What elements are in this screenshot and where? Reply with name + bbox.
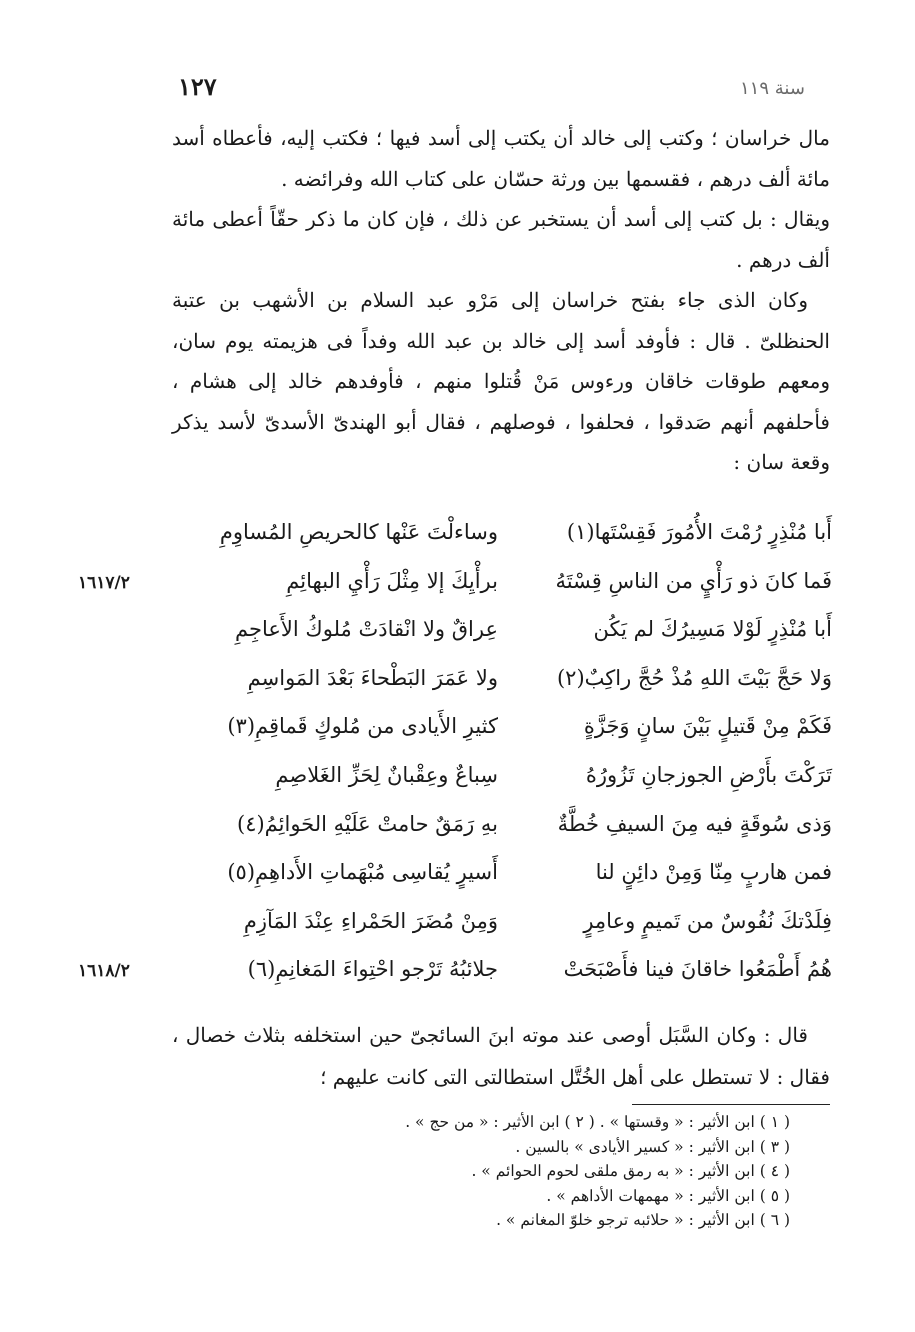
verse-8	[168, 856, 832, 905]
verse-3	[168, 613, 832, 662]
prose-paragraph-3: وكان الذى جاء بفتح خراسان إلى مَرْو عبد السلام بن الأشهب بن عتبة الحنظلىّ . قال : فأوفد أسد إلى خالد بن عبد الله وفداً فى هزيمته يوم سان، ومعهم طوقات خاقان ورءوس مَنْ قُتلوا منهم ، فأوفدهم خالد إلى هشام ، فأحلفهم أنهم صَدقوا ، فحلفوا ، فوصلهم ، فقال أبو الهندىّ الأسدىّ لأسد يذكر وقعة سان :	[172, 288, 830, 474]
footnote-4: ( ٤ ) ابن الأثير : « به رمق ملقى لحوم الحوائم » .	[471, 1162, 790, 1181]
verse-7	[168, 808, 832, 857]
verse-right-hemistich: فَما كانَ ذو رَأْيٍ من الناسِ قِسْتَهُ	[555, 568, 832, 593]
footnote-3: ( ٣ ) ابن الأثير : « كسير الأيادى » بالسين .	[515, 1137, 790, 1156]
verse-right-hemistich: تَرَكْتَ بأَرْضِ الجوزجانِ تَزُورُهُ	[585, 762, 832, 787]
footnotes	[250, 1110, 790, 1233]
verse-right-hemistich: أَبا مُنْذِرٍ رُمْتَ الأُمُورَ فَقِسْتَها(١)	[566, 520, 832, 544]
verse-left-hemistich: كثيرِ الأَيادى من مُلوكٍ قَماقِمِ(٣)	[227, 714, 498, 739]
prose-paragraph-4: قال : وكان السَّبَل أوصى عند موته ابنَ السائجىّ حين استخلفه بثلاث خصال ، فقال : لا تستطل على أهل الخُتَّل استطالتى التى كانت عليهم ؛	[172, 1023, 830, 1089]
verse-right-hemistich: فَكَمْ مِنْ قَتيلٍ بَيْنَ سانٍ وَجَزَّةٍ	[583, 714, 832, 739]
verse-right-hemistich: وَذى سُوقَةٍ فيه مِنَ السيفِ خُطَّةٌ	[557, 811, 832, 836]
verse-right-hemistich: أَبا مُنْذِرٍ لَوْلا مَسِيرُكَ لم يَكُن	[593, 617, 832, 642]
prose-paragraph-1: مال خراسان ؛ وكتب إلى خالد أن يكتب إلى أسد فيها ؛ فكتب إليه، فأعطاه أسد مائة ألف درهم ، فقسمها بين ورثة حسّان على كتاب الله وفرائضه .	[172, 126, 830, 191]
verse-9	[168, 905, 832, 954]
page-number: ١٢٧	[178, 72, 217, 101]
verse-left-hemistich: برأْيِكَ إلا مِثْلَ رَأْيِ البهائِمِ	[286, 568, 498, 593]
footnote-5: ( ٥ ) ابن الأثير : « مهمهات الأداهم » .	[546, 1186, 790, 1205]
running-header-year: سنة ١١٩	[740, 78, 805, 99]
verse-left-hemistich: أَسيرٍ يُقاسِى مُبْهَماتِ الأَداهِمِ(٥)	[227, 860, 498, 885]
verse-right-hemistich: فِلَدْتكَ نُفُوسٌ من تَميمٍ وعامِرٍ	[583, 908, 832, 933]
verse-right-hemistich: هُمُ أَطْمَعُوا خاقانَ فينا فأَصْبَحَتْ	[563, 957, 832, 982]
verse-left-hemistich: وَمِنْ مُضَرَ الحَمْراءِ عِنْدَ المَآزِمِ	[243, 908, 498, 933]
verse-5	[168, 710, 832, 759]
verse-left-hemistich: سِباعٌ وعِقْبانٌ لِحَزِّ الغَلاصِمِ	[275, 762, 498, 787]
verse-left-hemistich: ولا عَمَرَ البَطْحاءَ بَعْدَ المَواسِمِ	[247, 665, 498, 690]
verse-left-hemistich: وساءلْتَ عَنْها كالحريصِ المُساوِمِ	[219, 520, 498, 544]
verse-1	[168, 516, 832, 565]
verse-4	[168, 662, 832, 711]
prose-after	[172, 1014, 830, 1098]
verse-6	[168, 759, 832, 808]
prose-top	[172, 118, 830, 483]
prose-paragraph-2: ويقال : بل كتب إلى أسد أن يستخبر عن ذلك ، فإن كان ما ذكر حقّاً أعطى مائة ألف درهم .	[172, 207, 831, 272]
verse-left-hemistich: جلائبُهُ تَرْجو احْتِواءَ المَغانِمِ(٦)	[247, 957, 498, 982]
margin-reference-1617: ١٦١٧/٢	[78, 573, 130, 593]
verse-10	[168, 953, 832, 1002]
verse-left-hemistich: بهِ رَمَقٌ حامتْ عَلَيْهِ الحَوائِمُ(٤)	[236, 811, 498, 836]
footnote-1-2: ( ١ ) ابن الأثير : « وقستها » . ( ٢ ) ابن الأثير : « من حج » .	[405, 1113, 790, 1131]
margin-reference-1618: ١٦١٨/٢	[78, 961, 130, 981]
verse-right-hemistich: فمن هاربٍ مِنّا وَمِنْ دائِنٍ لنا	[595, 860, 832, 885]
verse-left-hemistich: عِراقٌ ولا انْقادَتْ مُلوكُ الأَعاجِمِ	[235, 617, 498, 642]
poem	[168, 516, 832, 1002]
verse-right-hemistich: وَلا حَجَّ بَيْتَ اللهِ مُذْ حُجَّ راكِبٌ(٢)	[556, 665, 832, 690]
footnote-divider	[632, 1104, 830, 1105]
footnote-6: ( ٦ ) ابن الأثير : « حلائبه ترجو خلوّ المغانم » .	[496, 1211, 790, 1230]
verse-2	[168, 565, 832, 614]
